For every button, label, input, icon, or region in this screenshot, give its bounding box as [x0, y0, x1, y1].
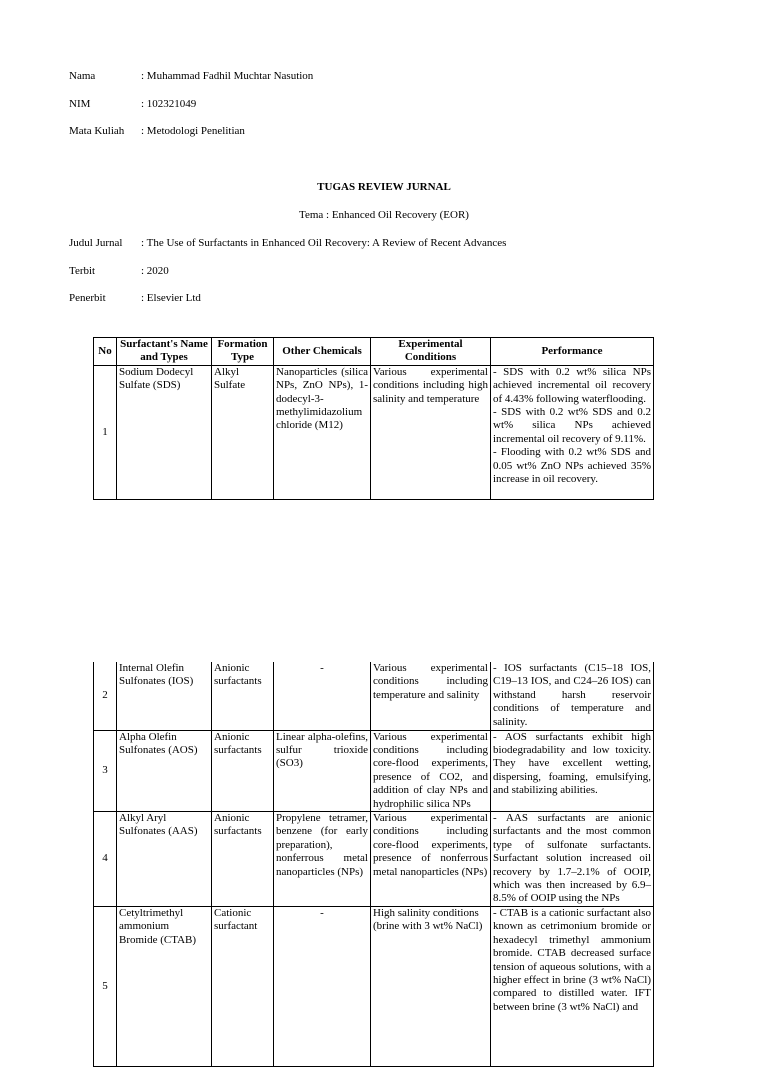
surfactant-name: Cetyltrimethyl ammonium Bromide (CTAB)	[117, 906, 212, 1066]
row-number: 2	[94, 662, 117, 730]
formation-type: Alkyl Sulfate	[212, 365, 274, 499]
other-chemicals: Propylene tetramer, benzene (for early preparation), nonferrous metal nanoparticles (NPs)	[274, 811, 371, 906]
surfactant-name: Sodium Dodecyl Sulfate (SDS)	[117, 365, 212, 499]
info-penerbit-row	[69, 292, 201, 305]
surfactant-name: Alkyl Aryl Sulfonates (AAS)	[117, 811, 212, 906]
performance: - AOS surfactants exhibit high biodegradability and low toxicity. They have excellent wetting, dispersing, foaming, emulsifying, and stabilizing abilities.	[491, 730, 654, 811]
other-chemicals: Nanoparticles (silica NPs, ZnO NPs), 1-dodecyl-3-methylimidazolium chloride (M12)	[274, 365, 371, 499]
penerbit-label: Penerbit	[69, 292, 106, 304]
page-title: TUGAS REVIEW JURNAL	[317, 181, 451, 193]
surfactant-name: Alpha Olefin Sulfonates (AOS)	[117, 730, 212, 811]
experimental-conditions: Various experimental conditions including core-flood experiments, presence of CO2, and addition of clay NPs and hydrophilic silica NPs	[371, 730, 491, 811]
surfactant-name: Internal Olefin Sulfonates (IOS)	[117, 662, 212, 730]
header-other-chemicals: Other Chemicals	[274, 338, 371, 366]
table-header-row	[94, 338, 654, 366]
row-number: 1	[94, 365, 117, 499]
performance: - IOS surfactants (C15–18 IOS, C19–13 IOS, and C24–26 IOS) can withstand harsh reservoir conditions of temperature and salinity.	[491, 662, 654, 730]
table-row	[94, 906, 654, 1066]
performance: - CTAB is a cationic surfactant also known as cetrimonium bromide or hexadecyl trimethyl ammonium bromide. CTAB decreased surface tension of aqueous solutions, with a higher effect in brine (3 wt% NaCl) compared to distilled water. IFT between brine (3 wt% NaCl) and	[491, 906, 654, 1066]
experimental-conditions: Various experimental conditions including high salinity and temperature	[371, 365, 491, 499]
terbit-label: Terbit	[69, 265, 96, 277]
formation-type: Cationic surfactant	[212, 906, 274, 1066]
header-performance: Performance	[491, 338, 654, 366]
performance: - AAS surfactants are anionic surfactants and the most common type of sulfonate surfactants. Surfactant solution increased oil recovery by 1.7–2.1% of OOIP, which was then increased by 6.9–8.5% of OOIP using the NPs	[491, 811, 654, 906]
other-chemicals: -	[274, 662, 371, 730]
experimental-conditions: Various experimental conditions including core-flood experiments, presence of nonferrous metal nanoparticles (NPs)	[371, 811, 491, 906]
mata-kuliah-value: : Metodologi Penelitian	[141, 125, 245, 137]
judul-value: : The Use of Surfactants in Enhanced Oil Recovery: A Review of Recent Advances	[141, 237, 507, 249]
other-chemicals: -	[274, 906, 371, 1066]
formation-type: Anionic surfactants	[212, 811, 274, 906]
header-no: No	[94, 338, 117, 366]
table-row	[94, 730, 654, 811]
performance: - SDS with 0.2 wt% silica NPs achieved incremental oil recovery of 4.43% following waterflooding. - SDS with 0.2 wt% SDS and 0.2 wt% silica NPs achieved incremental oil recovery of 9.11%. - Flooding with 0.2 wt% SDS and 0.05 wt% ZnO NPs achieved 35% increase in oil recovery.	[491, 365, 654, 499]
review-table	[93, 337, 654, 500]
penerbit-value: : Elsevier Ltd	[141, 292, 201, 304]
formation-type: Anionic surfactants	[212, 730, 274, 811]
nim-value: : 102321049	[141, 98, 197, 110]
other-chemicals: Linear alpha-olefins, sulfur trioxide (SO3)	[274, 730, 371, 811]
info-nama-row	[69, 70, 313, 83]
row-number: 3	[94, 730, 117, 811]
header-surfactant-name: Surfactant's Name and Types	[117, 338, 212, 366]
header-experimental-conditions: Experimental Conditions	[371, 338, 491, 366]
info-judul-row	[69, 237, 506, 250]
judul-label: Judul Jurnal	[69, 237, 123, 249]
mata-kuliah-label: Mata Kuliah	[69, 125, 125, 137]
tema-line: Tema : Enhanced Oil Recovery (EOR)	[299, 209, 469, 221]
row-number: 5	[94, 906, 117, 1066]
nama-label: Nama	[69, 70, 96, 82]
table-row	[94, 811, 654, 906]
info-mata-kuliah-row	[69, 125, 245, 138]
experimental-conditions: Various experimental conditions including temperature and salinity	[371, 662, 491, 730]
nim-label: NIM	[69, 98, 91, 110]
info-terbit-row	[69, 265, 169, 278]
info-nim-row	[69, 98, 196, 111]
review-table-continued	[93, 662, 654, 1067]
nama-value: : Muhammad Fadhil Muchtar Nasution	[141, 70, 314, 82]
experimental-conditions: High salinity conditions (brine with 3 wt% NaCl)	[371, 906, 491, 1066]
row-number: 4	[94, 811, 117, 906]
formation-type: Anionic surfactants	[212, 662, 274, 730]
table-row	[94, 365, 654, 499]
header-formation-type: Formation Type	[212, 338, 274, 366]
terbit-value: : 2020	[141, 265, 169, 277]
table-row	[94, 662, 654, 730]
